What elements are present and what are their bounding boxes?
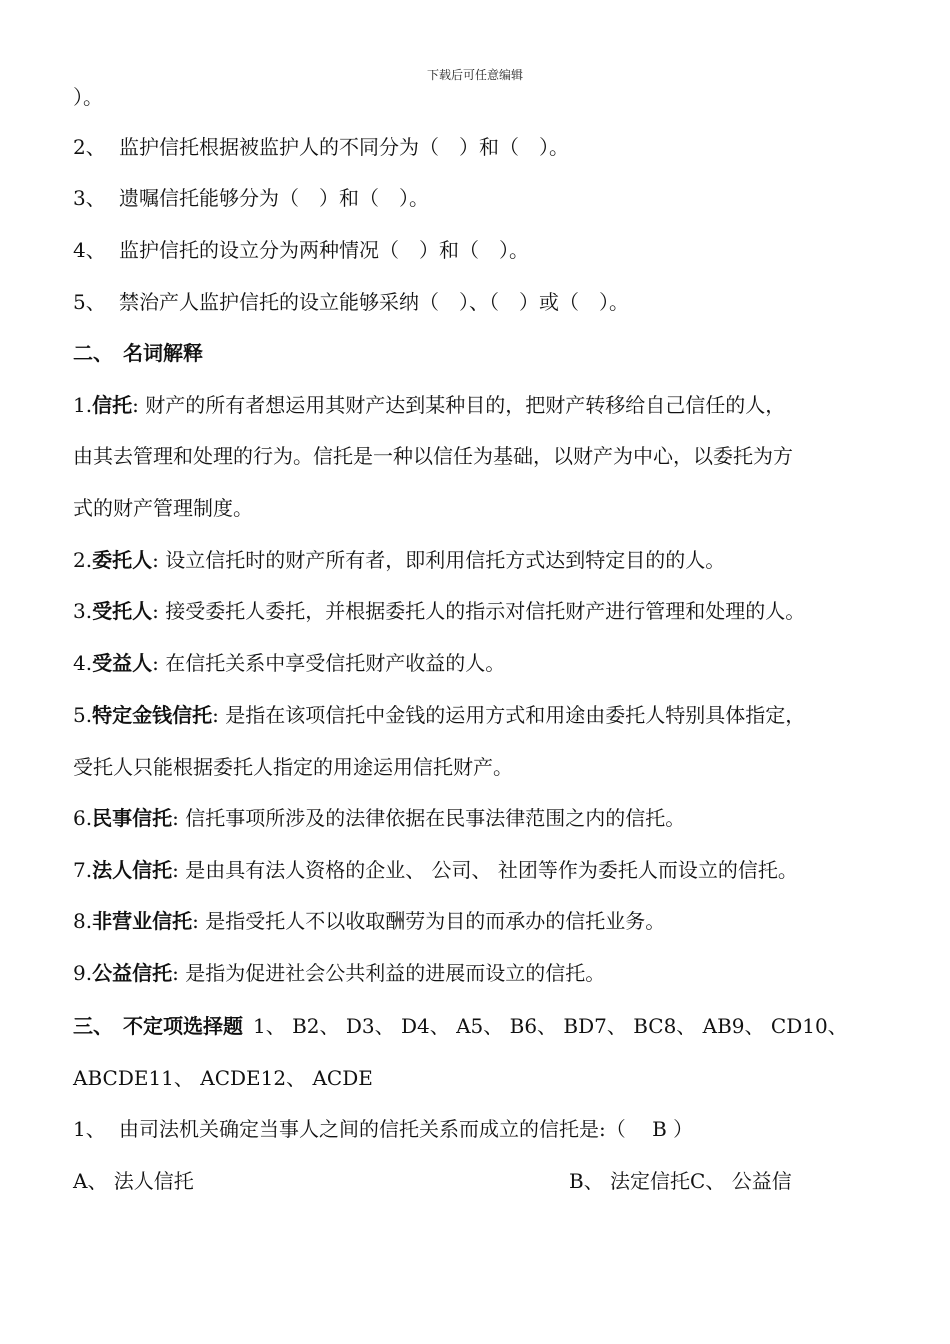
term-1-line-1 [73, 392, 933, 418]
question-number: 1、 [73, 1117, 106, 1141]
term-name: 非营业信托 [92, 909, 193, 933]
term-name: 委托人 [92, 548, 153, 572]
item-text: 禁治产人监护信托的设立能够采纳（ ）、（ ）或（ ）。 [119, 290, 629, 314]
term-number: 6. [73, 806, 93, 830]
term-7 [73, 857, 933, 883]
option-b-c: B、 法定信托C、 公益信 [569, 1169, 792, 1193]
term-8 [73, 908, 933, 934]
fill-blank-item-4 [73, 237, 933, 263]
item-text: 监护信托的设立分为两种情况（ ）和（ ）。 [119, 238, 529, 262]
term-separator: : [172, 858, 186, 882]
term-3 [73, 598, 933, 624]
term-definition: 在信托关系中享受信托财产收益的人。 [165, 651, 506, 675]
term-1-line-3: 式的财产管理制度。 [73, 496, 253, 520]
term-name: 公益信托 [92, 961, 173, 985]
item-number: 2、 [73, 135, 106, 159]
section-2-heading: 二、 名词解释 [73, 341, 203, 365]
fill-blank-item-3 [73, 185, 933, 211]
term-definition: 是指为促进社会公共利益的进展而设立的信托。 [185, 961, 606, 985]
term-separator: : [212, 703, 226, 727]
term-definition: 设立信托时的财产所有者，即利用信托方式达到特定目的的人。 [165, 548, 726, 572]
term-name: 信托 [92, 393, 133, 417]
item-text: 遗嘱信托能够分为（ ）和（ ）。 [119, 186, 429, 210]
answer-key-line-2: ABCDE11、 ACDE12、 ACDE [73, 1066, 373, 1090]
term-number: 1. [73, 393, 93, 417]
term-number: 2. [73, 548, 93, 572]
term-definition: 财产的所有者想运用其财产达到某种目的，把财产转移给自己信任的人， [145, 393, 786, 417]
term-name: 法人信托 [92, 858, 173, 882]
term-name: 受托人 [92, 599, 153, 623]
item-text: 监护信托根据被监护人的不同分为（ ）和（ ）。 [119, 135, 569, 159]
fill-blank-item-5 [73, 289, 933, 315]
term-separator: : [152, 548, 166, 572]
term-4 [73, 650, 933, 676]
question-text: 由司法机关确定当事人之间的信托关系而成立的信托是:（ B ） [119, 1117, 694, 1141]
fill-blank-lead-line: ）。 [73, 85, 103, 109]
term-2 [73, 547, 933, 573]
answer-key-line-1: 1、 B2、 D3、 D4、 A5、 B6、 BD7、 BC8、 AB9、 CD10、 [253, 1014, 848, 1038]
page-header-note: 下载后可任意编辑 [426, 68, 523, 82]
section-3-heading: 三、 不定项选择题 [73, 1014, 243, 1038]
term-5-line-2: 受托人只能根据委托人指定的用途运用信托财产。 [73, 755, 513, 779]
fill-blank-item-2 [73, 134, 933, 160]
term-number: 3. [73, 599, 93, 623]
term-5-line-1 [73, 702, 933, 728]
term-definition: 是指在该项信托中金钱的运用方式和用途由委托人特别具体指定， [225, 703, 806, 727]
term-number: 4. [73, 651, 93, 675]
term-separator: : [172, 806, 186, 830]
item-number: 3、 [73, 186, 106, 210]
term-name: 特定金钱信托 [92, 703, 213, 727]
term-6 [73, 805, 933, 831]
term-separator: : [192, 909, 206, 933]
term-definition: 接受委托人委托，并根据委托人的指示对信托财产进行管理和处理的人。 [165, 599, 806, 623]
term-separator: : [152, 599, 166, 623]
section-3-heading-line [73, 1013, 933, 1039]
term-1-line-2: 由其去管理和处理的行为。信托是一种以信任为基础，以财产为中心，以委托为方 [73, 444, 793, 468]
option-a: A、 法人信托 [73, 1169, 194, 1193]
item-number: 5、 [73, 290, 106, 314]
question-1 [73, 1116, 933, 1142]
term-separator: : [132, 393, 146, 417]
term-definition: 是由具有法人资格的企业、 公司、 社团等作为委托人而设立的信托。 [185, 858, 798, 882]
term-definition: 是指受托人不以收取酬劳为目的而承办的信托业务。 [205, 909, 666, 933]
term-name: 受益人 [92, 651, 153, 675]
term-separator: : [152, 651, 166, 675]
term-name: 民事信托 [92, 806, 173, 830]
term-number: 5. [73, 703, 93, 727]
item-number: 4、 [73, 238, 106, 262]
term-number: 7. [73, 858, 93, 882]
term-definition: 信托事项所涉及的法律依据在民事法律范围之内的信托。 [185, 806, 686, 830]
term-9 [73, 960, 933, 986]
term-separator: : [172, 961, 186, 985]
term-number: 8. [73, 909, 93, 933]
term-number: 9. [73, 961, 93, 985]
